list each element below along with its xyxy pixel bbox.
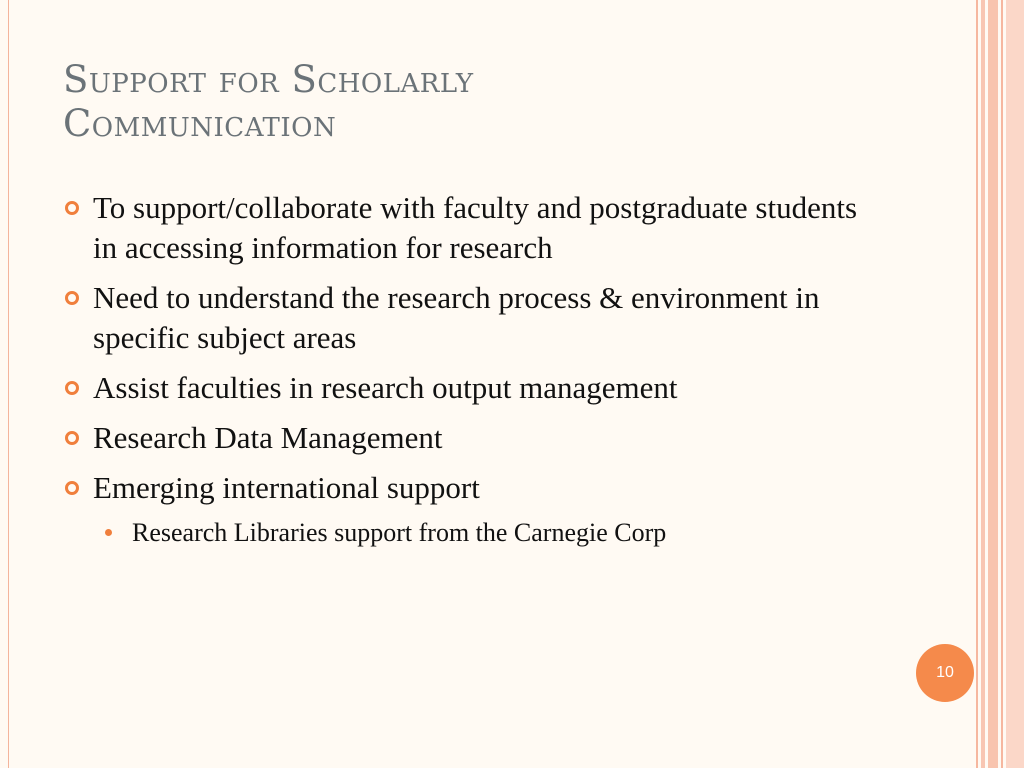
decorative-stripe bbox=[1001, 0, 1003, 768]
page-number: 10 bbox=[936, 664, 954, 681]
left-border-rule bbox=[8, 0, 9, 768]
bullet-text: Emerging international support bbox=[93, 470, 480, 505]
bullet-text: Need to understand the research process & environment in specific subject areas bbox=[93, 280, 820, 355]
filled-dot-bullet-icon bbox=[105, 529, 112, 536]
hollow-circle-bullet-icon bbox=[65, 481, 79, 495]
decorative-stripe bbox=[981, 0, 985, 768]
bullet-item bbox=[63, 368, 883, 408]
sub-bullet-item bbox=[105, 516, 883, 550]
hollow-circle-bullet-icon bbox=[65, 291, 79, 305]
slide-title bbox=[63, 58, 943, 147]
sub-bullet-text: Research Libraries support from the Carnegie Corp bbox=[132, 518, 667, 547]
hollow-circle-bullet-icon bbox=[65, 381, 79, 395]
hollow-circle-bullet-icon bbox=[65, 201, 79, 215]
bullet-text: Research Data Management bbox=[93, 420, 443, 455]
decorative-stripe bbox=[1006, 0, 1024, 768]
hollow-circle-bullet-icon bbox=[65, 431, 79, 445]
bullet-item bbox=[63, 188, 883, 268]
bullet-item bbox=[63, 278, 883, 358]
page-number-badge bbox=[916, 644, 974, 702]
bullet-item bbox=[63, 418, 883, 458]
decorative-stripe bbox=[976, 0, 978, 768]
bullet-item bbox=[63, 468, 883, 508]
slide-title-line: Support for Scholarly bbox=[63, 58, 474, 101]
bullet-text: Assist faculties in research output management bbox=[93, 370, 678, 405]
slide-title-line: Communication bbox=[63, 102, 337, 146]
bullet-text: To support/collaborate with faculty and postgraduate students in accessing information for research bbox=[93, 190, 858, 265]
bullet-list bbox=[63, 188, 883, 550]
decorative-stripe bbox=[988, 0, 998, 768]
